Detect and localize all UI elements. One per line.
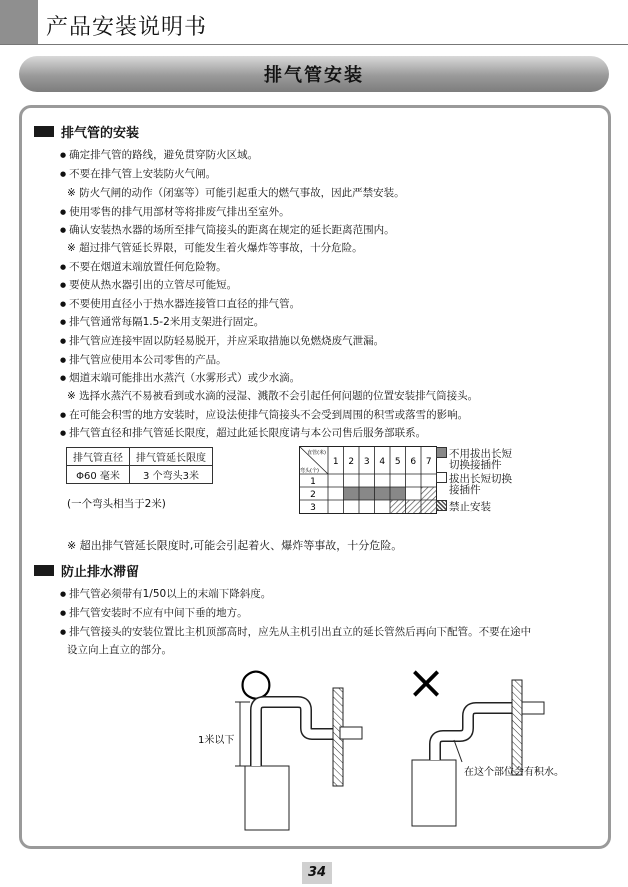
grid-cell [328,487,344,500]
legend-text: 切换接插件 [449,459,502,471]
grid-cell [359,487,375,500]
list-item: ● 烟道末端可能排出水蒸汽（水雾形式）或少水滴。 [60,370,300,385]
page-number: 34 [302,862,332,884]
list-item: ● 确认安装热水器的场所至排气筒接头的距离在规定的延长距离范围内。 [60,222,395,237]
grid-column-label: 1 [332,457,339,467]
list-item: ● 不要使用直径小于热水器连接管口直径的排气管。 [60,296,300,311]
grid-cell [344,487,360,500]
legend-dark [436,447,512,471]
elbow-length-grid [299,446,437,514]
document-title: 产品安装说明书 [46,15,208,40]
list-item: ● 排气管接头的安装位置比主机顶部高时，应先从主机引出直立的延长管然后再向下配管。不要在途中 [60,624,531,639]
note-item: ※ 选择水蒸汽不易被看到或水滴的浸湿、溅散不会引起任何问题的位置安装排气筒接头。 [67,390,479,402]
grid-cell [421,487,437,500]
legend-dark-swatch [436,447,447,458]
grid-column-label: 4 [379,457,386,467]
section-marker-icon [34,126,54,137]
pipe-end-incorrect [522,702,544,714]
table-row [67,448,213,466]
extension-warning: ※ 超出排气管延长限度时,可能会引起着火、爆炸等事故，十分危险。 [67,539,403,552]
grid-cell [390,500,406,513]
grid-cell [344,500,360,513]
grid-cell [359,500,375,513]
water-accumulation-label: 在这个部位会有积水。 [464,767,564,778]
list-item: ● 要使从热水器引出的立管尽可能短。 [60,277,237,292]
section-title: 排气管的安装 [61,126,140,141]
grid-cell [359,474,375,487]
list-item: ● 排气管通常每隔1.5-2米用支架进行固定。 [60,314,264,329]
grid-cell [344,474,360,487]
legend-text: 禁止安装 [449,501,491,513]
legend-hatched-swatch [436,500,447,511]
grid-column-label: 7 [425,457,432,467]
section-banner [19,56,609,92]
grid-column-label: 6 [410,457,417,467]
correct-symbol-icon: ○ [239,660,273,704]
pipe-end-correct [340,727,362,739]
grid-column-label: 5 [394,457,401,467]
grid-column-label: 3 [363,457,370,467]
list-item: ● 不要在烟道末端放置任何危险物。 [60,259,227,274]
legend-white-swatch [436,472,447,483]
height-label: 1米以下 [198,735,235,746]
drain-diagram [190,660,600,835]
list-item: ● 排气管应使用本公司零售的产品。 [60,352,227,367]
list-item: ● 确定排气管的路线，避免贯穿防火区域。 [60,147,258,162]
incorrect-symbol-icon: × [406,660,446,709]
grid-cell [328,474,344,487]
grid-cell [390,487,406,500]
legend-text: 接插件 [449,484,481,496]
banner-title: 排气管安装 [264,65,364,86]
legend-text: 不用拔出长短 [449,448,512,460]
grid-cell [375,487,391,500]
table-header-cell: 排气管直径 [67,448,130,466]
section-heading-drain [34,561,139,580]
list-item: ● 在可能会积雪的地方安装时，应设法使排气筒接头不会受到周围的积雪或落雪的影响。 [60,407,468,422]
grid-row-label: 2 [310,490,316,500]
legend-text: 拔出长短切换 [449,473,512,485]
list-item: ● 排气管直径和排气管延长限度，超过此延长限度请与本公司售后服务部联系。 [60,425,426,440]
grid-cell [406,474,422,487]
header-corner-block [0,0,38,44]
grid-corner-top-label: 直管(米) [307,450,326,456]
extension-limit-table [66,447,213,484]
table-row [67,466,213,484]
grid-row-label: 3 [310,503,316,513]
list-item: ● 排气管必须带有1/50以上的末端下降斜度。 [60,586,271,601]
grid-cell [406,500,422,513]
section-heading-exhaust-install [34,122,139,141]
section-marker-icon [34,565,54,576]
list-item: ● 排气管安装时不应有中间下垂的地方。 [60,605,248,620]
grid-cell [375,500,391,513]
water-pointer-line [454,740,462,762]
list-item: ● 排气管应连接牢固以防轻易脱开，并应采取措施以免燃烧废气泄漏。 [60,333,384,348]
grid-cell [421,500,437,513]
header-divider [0,44,628,45]
grid-cell [375,474,391,487]
grid-corner-bottom-label: 弯头(个) [300,468,319,474]
grid-cell [328,500,344,513]
legend-white [436,472,512,496]
list-item: ● 使用零售的排气用部材等将排废气排出至室外。 [60,204,290,219]
grid-cell [406,487,422,500]
grid-column-label: 2 [348,457,355,467]
note-item: ※ 超过排气管延长界限，可能发生着火爆炸等事故，十分危险。 [67,242,363,254]
legend-hatched [436,500,491,513]
note-item: ※ 防火气闸的动作（闭塞等）可能引起重大的燃气事故，因此严禁安装。 [67,187,405,199]
grid-cell [421,474,437,487]
table-cell: 3 个弯头3米 [130,466,213,484]
grid-cell [390,474,406,487]
table-header-cell: 排气管延长限度 [130,448,213,466]
grid-row-label: 1 [310,477,316,487]
wall-incorrect [512,680,522,775]
heater-unit-correct [245,766,289,830]
list-item: ● 不要在排气管上安装防火气闸。 [60,166,216,181]
heater-unit-incorrect [412,760,456,826]
elbow-note: (一个弯头相当于2米) [67,498,166,510]
section-title: 防止排水滞留 [61,565,140,580]
table-cell: Φ60 毫米 [67,466,130,484]
list-item-continued: 设立向上直立的部分。 [67,644,172,656]
